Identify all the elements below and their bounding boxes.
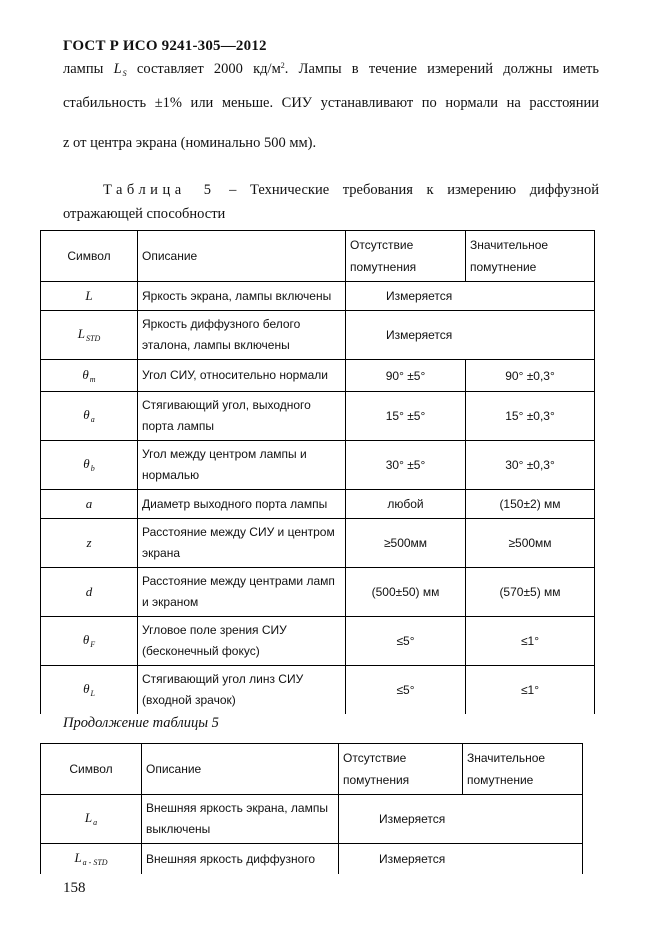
symbol-subscript: a <box>93 818 98 827</box>
symbol-text: θ <box>83 681 90 696</box>
no-haze-value: ≥500мм <box>346 519 466 568</box>
symbol-text: L <box>85 288 93 303</box>
description-cell: Стягивающий угол, выходного порта лампы <box>138 392 346 441</box>
symbol-cell <box>41 360 138 392</box>
symbol-subscript: F <box>90 640 96 649</box>
table-row <box>41 311 595 360</box>
paragraph-line-2: стабильность ±1% или меньше. СИУ устанавливают по нормали на расстоянии <box>63 95 599 111</box>
table-row <box>41 490 595 519</box>
symbol-subscript: m <box>89 374 96 384</box>
symbol-cell <box>41 666 138 715</box>
table-header-cell: Значительное помутнение <box>466 231 595 282</box>
symbol-cell <box>41 519 138 568</box>
symbol-text: θ <box>83 456 90 471</box>
table-row <box>41 360 595 392</box>
symbol-cell <box>41 490 138 519</box>
measured-cell: Измеряется <box>339 844 583 875</box>
description-cell: Внешняя яркость диффузного <box>142 844 339 875</box>
table-row <box>41 441 595 490</box>
symbol-text: d <box>85 584 93 599</box>
symbol-text: a <box>85 496 93 511</box>
table-row <box>41 392 595 441</box>
symbol-cell <box>41 617 138 666</box>
haze-value: 90° ±0,3° <box>466 360 595 392</box>
symbol-cell <box>41 844 142 875</box>
symbol-text: L <box>84 810 93 825</box>
symbol-text: L <box>74 850 82 865</box>
spec-table-continued <box>40 743 583 874</box>
table-row <box>41 519 595 568</box>
table-row <box>41 844 583 875</box>
no-haze-value: 90° ±5° <box>346 360 466 392</box>
table-header-cell: Значительное помутнение <box>463 744 583 795</box>
description-cell: Расстояние между центрами ламп и экраном <box>138 568 346 617</box>
symbol-subscript: a - STD <box>82 858 108 867</box>
description-cell: Внешняя яркость экрана, лампы выключены <box>142 795 339 844</box>
description-cell: Угловое поле зрения СИУ (бесконечный фокус) <box>138 617 346 666</box>
symbol-subscript: STD <box>86 334 101 343</box>
symbol-subscript: a <box>90 415 95 424</box>
symbol-cell <box>41 392 138 441</box>
table-header-row <box>41 231 595 282</box>
symbol-text: θ <box>82 632 90 647</box>
no-haze-value: ≤5° <box>346 666 466 715</box>
description-cell: Стягивающий угол линз СИУ (входной зрачок) <box>138 666 346 715</box>
description-cell: Угол между центром лампы и нормалью <box>138 441 346 490</box>
table-header-cell: Символ <box>41 744 142 795</box>
page-number: 158 <box>63 880 86 896</box>
measured-cell: Измеряется <box>346 311 595 360</box>
description-cell: Диаметр выходного порта лампы <box>138 490 346 519</box>
table-caption-line-1: Таблица 5 – Технические требования к измерению диффузной <box>103 182 599 198</box>
symbol-text: L <box>77 326 85 341</box>
symbol-subscript: L <box>90 689 95 698</box>
table-header-cell: Описание <box>138 231 346 282</box>
symbol-text: z <box>86 535 92 550</box>
measured-cell: Измеряется <box>339 795 583 844</box>
symbol-text: θ <box>82 366 89 382</box>
table-header-cell: Описание <box>142 744 339 795</box>
symbol-cell <box>41 568 138 617</box>
table-row <box>41 568 595 617</box>
table-row <box>41 282 595 311</box>
haze-value: 15° ±0,3° <box>466 392 595 441</box>
table-header-cell: Символ <box>41 231 138 282</box>
symbol-text: θ <box>83 407 90 422</box>
no-haze-value: 30° ±5° <box>346 441 466 490</box>
haze-value: (150±2) мм <box>466 490 595 519</box>
symbol-cell <box>41 282 138 311</box>
no-haze-value: любой <box>346 490 466 519</box>
haze-value: ≤1° <box>466 666 595 715</box>
table-continuation-label: Продолжение таблицы 5 <box>63 715 219 731</box>
table-label: Таблица 5 <box>103 182 216 198</box>
no-haze-value: 15° ±5° <box>346 392 466 441</box>
symbol-cell <box>41 441 138 490</box>
document-header: ГОСТ Р ИСО 9241-305—2012 <box>63 38 267 54</box>
symbol-subscript: b <box>90 464 95 473</box>
paragraph-line-1: лампы $L_S$ составляет 2000 $кд/м^2$. Лампы в течение измерений должны иметь <box>63 61 600 78</box>
table-header-row <box>41 744 583 795</box>
measured-cell: Измеряется <box>346 282 595 311</box>
description-cell: Расстояние между СИУ и центром экрана <box>138 519 346 568</box>
haze-value: ≥500мм <box>466 519 595 568</box>
table-caption-line-2: отражающей способности <box>63 206 226 222</box>
haze-value: ≤1° <box>466 617 595 666</box>
description-cell: Яркость экрана, лампы включены <box>138 282 346 311</box>
spec-table <box>40 230 595 714</box>
symbol-cell <box>41 795 142 844</box>
paragraph-line-3: z от центра экрана (номинально 500 мм). <box>63 135 317 151</box>
symbol-cell <box>41 311 138 360</box>
no-haze-value: (500±50) мм <box>346 568 466 617</box>
symbol-ls: $L_S$ <box>113 61 127 78</box>
table-row <box>41 617 595 666</box>
haze-value: 30° ±0,3° <box>466 441 595 490</box>
description-cell: Угол СИУ, относительно нормали <box>138 360 346 392</box>
table-row <box>41 666 595 715</box>
haze-value: (570±5) мм <box>466 568 595 617</box>
description-cell: Яркость диффузного белого эталона, лампы включены <box>138 311 346 360</box>
table-header-cell: Отсутствие помутнения <box>339 744 463 795</box>
table-header-cell: Отсутствие помутнения <box>346 231 466 282</box>
table-row <box>41 795 583 844</box>
no-haze-value: ≤5° <box>346 617 466 666</box>
